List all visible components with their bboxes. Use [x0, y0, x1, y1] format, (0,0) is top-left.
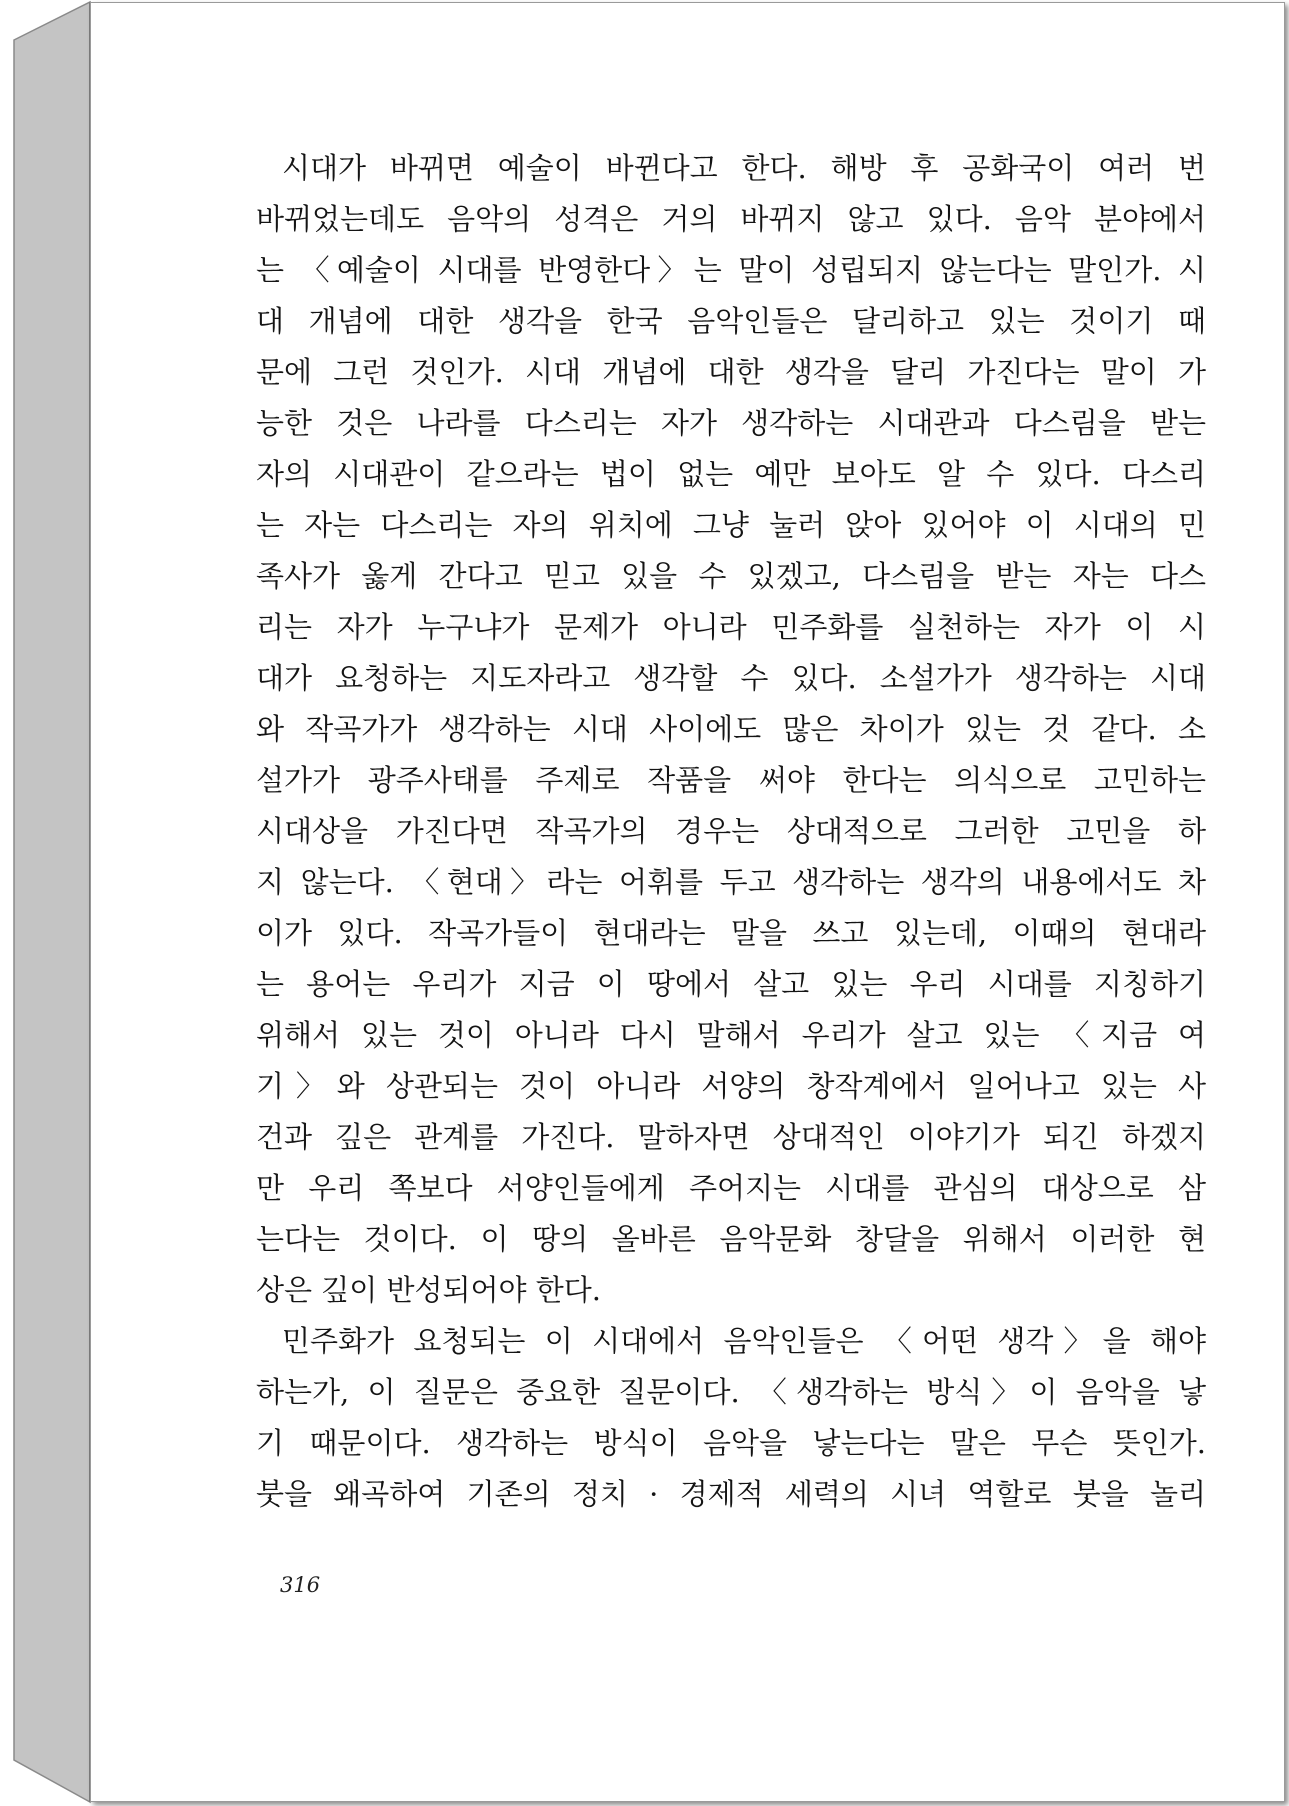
text-line: 와 작곡가가 생각하는 시대 사이에도 많은 차이가 있는 것 같다. 소: [256, 712, 1206, 746]
text-line: 자의 시대관이 같으라는 법이 없는 예만 보아도 알 수 있다. 다스리: [256, 457, 1206, 491]
text-line: 이가 있다. 작곡가들이 현대라는 말을 쓰고 있는데, 이때의 현대라: [256, 916, 1206, 950]
text-line: 민주화가 요청되는 이 시대에서 음악인들은 〈어떤 생각〉을 해야: [282, 1324, 1206, 1358]
text-line: 지 않는다. 〈현대〉라는 어휘를 두고 생각하는 생각의 내용에서도 차: [256, 865, 1206, 899]
text-line: 건과 깊은 관계를 가진다. 말하자면 상대적인 이야기가 되긴 하겠지: [256, 1120, 1206, 1154]
text-line: 능한 것은 나라를 다스리는 자가 생각하는 시대관과 다스림을 받는: [256, 406, 1206, 440]
text-line: 시대상을 가진다면 작곡가의 경우는 상대적으로 그러한 고민을 하: [256, 814, 1206, 848]
text-line: 기 때문이다. 생각하는 방식이 음악을 낳는다는 말은 무슨 뜻인가.: [256, 1426, 1206, 1460]
text-line: 바뀌었는데도 음악의 성격은 거의 바뀌지 않고 있다. 음악 분야에서: [256, 202, 1206, 236]
text-line: 는다는 것이다. 이 땅의 올바른 음악문화 창달을 위해서 이러한 현: [256, 1222, 1206, 1256]
text-line: 문에 그런 것인가. 시대 개념에 대한 생각을 달리 가진다는 말이 가: [256, 355, 1206, 389]
text-line: 족사가 옳게 간다고 믿고 있을 수 있겠고, 다스림을 받는 자는 다스: [256, 559, 1206, 593]
text-line: 대가 요청하는 지도자라고 생각할 수 있다. 소설가가 생각하는 시대: [256, 661, 1206, 695]
text-line: 시대가 바뀌면 예술이 바뀐다고 한다. 해방 후 공화국이 여러 번: [282, 151, 1206, 185]
book-page: [90, 2, 1285, 1802]
text-line: 위해서 있는 것이 아니라 다시 말해서 우리가 살고 있는 〈지금 여: [256, 1018, 1206, 1052]
text-line: 만 우리 쪽보다 서양인들에게 주어지는 시대를 관심의 대상으로 삼: [256, 1171, 1206, 1205]
text-line: 는 〈예술이 시대를 반영한다〉는 말이 성립되지 않는다는 말인가. 시: [256, 253, 1206, 287]
text-line: 설가가 광주사태를 주제로 작품을 써야 한다는 의식으로 고민하는: [256, 763, 1206, 797]
text-line: 대 개념에 대한 생각을 한국 음악인들은 달리하고 있는 것이기 때: [256, 304, 1206, 338]
text-line: 리는 자가 누구냐가 문제가 아니라 민주화를 실천하는 자가 이 시: [256, 610, 1206, 644]
text-line: 는 용어는 우리가 지금 이 땅에서 살고 있는 우리 시대를 지칭하기: [256, 967, 1206, 1001]
text-line: 상은 깊이 반성되어야 한다.: [256, 1273, 602, 1307]
text-line: 붓을 왜곡하여 기존의 정치 · 경제적 세력의 시녀 역할로 붓을 놀리: [256, 1477, 1206, 1511]
text-line: 하는가, 이 질문은 중요한 질문이다. 〈생각하는 방식〉이 음악을 낳: [256, 1375, 1206, 1409]
text-line: 기〉와 상관되는 것이 아니라 서양의 창작계에서 일어나고 있는 사: [256, 1069, 1206, 1103]
text-line: 는 자는 다스리는 자의 위치에 그냥 눌러 앉아 있어야 이 시대의 민: [256, 508, 1206, 542]
page-number: 316: [280, 1573, 321, 1597]
